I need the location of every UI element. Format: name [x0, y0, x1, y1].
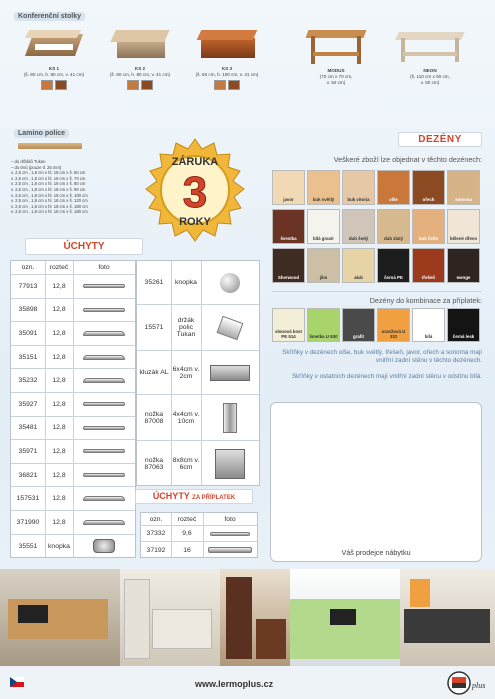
kombi-tile — [412, 308, 445, 342]
handle-photo — [73, 511, 135, 534]
swatch-label: švestka — [280, 236, 297, 241]
slider-photo — [201, 351, 259, 394]
uchyty-ozn: 35151 — [18, 353, 38, 361]
pripl-row — [141, 526, 257, 542]
right-desc: knopka — [175, 279, 197, 286]
dezeny-subtitle: Veškeré zboží lze objednat v těchto dezénech: — [333, 155, 482, 164]
lamino-title: Lamino police — [14, 129, 69, 138]
swatch-tile — [307, 248, 340, 283]
handle-icon — [83, 473, 125, 477]
dezeny-note-2: Skříňky v ostatních dezénech mají vnitřní zadní stěnu v odstínu bílá. — [291, 373, 482, 380]
lamino-line: – do trnů (pouze tl. 25 mm) — [11, 164, 62, 170]
lamino-line: v. 2,5 cm , 1,8 cm x hl. 18 cm x š. 60 cm — [11, 170, 86, 176]
pripl-header-ozn: ozn. — [149, 515, 163, 523]
right-row — [137, 441, 259, 487]
uchyty-ozn: 36821 — [18, 471, 38, 479]
lamino-line: v. 2,5 cm , 1,8 cm x hl. 18 cm x š. 120 cm — [11, 198, 88, 204]
grid-line — [45, 261, 46, 557]
uchyty-ozn: 371990 — [16, 518, 40, 526]
handle-icon — [83, 520, 125, 525]
pripl-roztec: 9,6 — [182, 530, 192, 537]
right-desc: držák polic Tukan — [176, 317, 196, 338]
right-desc: 6x4cm v. 2cm — [172, 365, 200, 380]
swatch-label: Sherwood — [277, 275, 300, 280]
badge-bottom: ROKY — [179, 216, 211, 228]
pripl-title-main: ÚCHYTY — [152, 491, 190, 501]
right-row — [137, 305, 259, 351]
table-ks1: KS 1 (š. 80 cm, h. 80 cm, v. 41 cm) — [18, 20, 90, 92]
swatch-tile — [272, 170, 305, 205]
swatch-tile — [447, 209, 480, 244]
uchyty-ozn: 35091 — [18, 329, 38, 337]
right-desc: 4x4cm v. 10cm — [172, 410, 200, 425]
handle-photo — [73, 440, 135, 463]
swatch-label: olše — [389, 197, 398, 202]
grid-line — [171, 261, 172, 485]
svg-text:plus: plus — [472, 681, 486, 690]
uchyty-ozn: 77913 — [18, 282, 38, 290]
lamino-line: v. 2,5 cm , 1,8 cm x hl. 18 cm x š. 70 cm — [11, 175, 86, 181]
table-modus: MODUS (70 cm x 70 cm, v. 50 cm) — [298, 20, 374, 86]
uchyty-ozn: 35971 — [18, 447, 38, 455]
kombi-label: oranžová U 332 — [381, 329, 406, 339]
right-ozn: 15571 — [144, 324, 164, 331]
handle-photo — [73, 487, 135, 510]
table-neon: NEON (š. 110 cm x 60 cm, v. 50 cm) — [388, 20, 472, 86]
shelf-image — [18, 143, 82, 149]
right-ozn: kluzák AL — [139, 369, 169, 376]
swatch-label: dub zlatý — [383, 236, 404, 241]
handle-photo — [73, 417, 135, 440]
swatch-tile — [377, 170, 410, 205]
uchyty-roztec: knopka — [48, 542, 70, 550]
handle-icon — [83, 308, 125, 312]
grid-line — [201, 261, 202, 485]
kombi-tile — [342, 308, 375, 342]
lamino-line: v. 2,5 cm , 1,8 cm x hl. 18 cm x š. 180 cm — [11, 203, 88, 209]
kombi-label: bílá — [424, 334, 433, 339]
uchyty-roztec: 12,8 — [52, 306, 66, 314]
swatch-tile — [377, 209, 410, 244]
divider — [272, 291, 482, 292]
uchyty-roztec: 12,8 — [52, 329, 66, 337]
leg-photo — [201, 395, 259, 440]
uchyty-ozn: 35481 — [18, 424, 38, 432]
swatch-tile — [447, 248, 480, 283]
handle-photo — [73, 369, 135, 392]
handle-icon — [83, 378, 125, 383]
pripl-table — [140, 512, 258, 558]
grid-line — [73, 261, 74, 557]
handle-photo — [73, 299, 135, 322]
pripl-title-small: ZA PŘÍPLATEK — [192, 495, 236, 501]
knob-photo — [201, 261, 259, 304]
table-ks3: KS 3 (š. 60 cm, h. 100 cm, v. 41 cm) — [190, 20, 264, 92]
swatch-label: buk světlý — [312, 197, 335, 202]
handle-icon — [83, 331, 125, 336]
swatch-label: dub šedý — [348, 236, 369, 241]
header-foto: foto — [98, 264, 110, 271]
kombi-tile — [307, 308, 340, 342]
swatch-tile — [412, 170, 445, 205]
swatch-label: buk čeňo — [418, 236, 439, 241]
warranty-badge — [140, 137, 250, 247]
kombi-tile — [447, 308, 480, 342]
handle-photo — [73, 535, 135, 559]
swatch-tile — [342, 170, 375, 205]
handle-photo — [203, 526, 257, 541]
right-ozn: nožka 87008 — [144, 410, 164, 425]
handle-icon — [83, 284, 125, 288]
handle-icon — [83, 449, 125, 453]
uchyty-roztec: 12,8 — [52, 518, 66, 526]
dealer-box — [270, 402, 482, 562]
dezeny-note-1: Skříňky v dezénech olše, buk světlý, třešeň, javor, ořech a sonoma mají vnitřní zadní stěnu v těchto dezénech. — [282, 349, 482, 364]
leg-photo — [201, 441, 259, 487]
right-desc: 8x8cm v. 6cm — [172, 457, 200, 471]
lermo-logo — [446, 670, 486, 696]
uchyty-table — [10, 260, 136, 558]
kombi-label: slonová kost PE 514 — [275, 329, 302, 339]
swatch-label: wenge — [456, 275, 471, 280]
pripl-row — [141, 542, 257, 558]
handle-icon — [83, 426, 125, 430]
lamino-line: v. 2,5 cm , 1,8 cm x hl. 18 cm x š. 90 cm — [11, 186, 86, 192]
swatch-label: akát — [354, 275, 363, 280]
right-row — [137, 261, 259, 305]
tukan-photo — [201, 305, 259, 350]
uchyty-ozn: 157531 — [16, 495, 40, 503]
pripl-header-roztec: rozteč — [177, 515, 197, 523]
swatch-label: bělené dřevo — [449, 236, 478, 241]
lamino-list — [11, 159, 121, 215]
right-ozn: 35261 — [144, 279, 164, 286]
header-ozn: ozn. — [21, 264, 35, 271]
dezeny-title: DEZÉNY — [398, 132, 482, 147]
swatch-label: třešeň — [421, 275, 436, 280]
swatch-tile — [272, 248, 305, 283]
kombi-tile — [377, 308, 410, 342]
swatch-tile — [412, 248, 445, 283]
header-roztec: rozteč — [49, 264, 69, 271]
uchyty-ozn: 35927 — [18, 400, 38, 408]
room-photo — [400, 569, 495, 666]
pripl-header-foto: foto — [224, 515, 236, 523]
czech-flag-icon — [10, 677, 24, 687]
pripl-header — [141, 513, 257, 526]
kombi-label: grafit — [353, 334, 364, 339]
lamino-line: v. 2,5 cm , 1,8 cm x hl. 18 cm x š. 180 cm — [11, 209, 88, 215]
dealer-caption: Váš prodejce nábytku — [341, 548, 411, 557]
pripl-title — [135, 489, 253, 504]
pripl-ozn: 37192 — [146, 546, 166, 554]
swatch-tile — [412, 209, 445, 244]
kombi-label: limetka U 630 — [309, 334, 338, 339]
kombi-subtitle: Dezény do kombinace za příplatek: — [369, 296, 482, 305]
lamino-line: v. 2,5 cm , 1,8 cm x hl. 18 cm x š. 100 cm — [11, 192, 88, 198]
uchyty-ozn: 35232 — [18, 377, 38, 385]
room-photo — [0, 569, 120, 666]
badge-top: ZÁRUKA — [171, 156, 219, 168]
right-row — [137, 351, 259, 395]
swatch-label: sonoma — [455, 197, 472, 202]
swatch-label: ořech — [422, 197, 435, 202]
table-ks2: KS 2 (š. 80 cm, h. 80 cm, v. 41 cm) — [104, 20, 176, 92]
swatch-label: jilm — [319, 275, 328, 280]
uchyty-right-table — [136, 260, 260, 486]
swatch-tile — [377, 248, 410, 283]
room-photo — [120, 569, 220, 666]
kombi-tile — [272, 308, 305, 342]
uchyty-title: ÚCHYTY — [25, 238, 143, 255]
handle-photo — [73, 346, 135, 369]
swatch-tile — [342, 209, 375, 244]
swatch-tile — [272, 209, 305, 244]
swatch-label: javor — [283, 197, 294, 202]
swatch-label: černá PE — [384, 275, 403, 280]
swatch-tile — [447, 170, 480, 205]
footer — [0, 667, 495, 699]
swatch-label: buk vitoria — [347, 197, 370, 202]
handle-icon — [83, 355, 125, 360]
uchyty-ozn: 35898 — [18, 306, 38, 314]
uchyty-roztec: 12,8 — [52, 447, 66, 455]
swatch-label: bílá gravír — [313, 236, 334, 241]
website-link[interactable]: www.lermoplus.cz — [195, 679, 274, 689]
uchyty-roztec: 12,8 — [52, 377, 66, 385]
room-photo — [220, 569, 290, 666]
uchyty-roztec: 12,8 — [52, 353, 66, 361]
lamino-line: v. 2,5 cm , 1,8 cm x hl. 18 cm x š. 80 cm — [11, 181, 86, 187]
handle-photo — [73, 464, 135, 487]
grid-line — [171, 513, 172, 557]
uchyty-roztec: 12,8 — [52, 424, 66, 432]
right-row — [137, 395, 259, 441]
pripl-roztec: 16 — [183, 546, 191, 554]
swatch-tile — [307, 209, 340, 244]
handle-photo — [73, 393, 135, 416]
handle-photo — [73, 275, 135, 298]
swatch-tile — [307, 170, 340, 205]
room-photo — [290, 569, 400, 666]
uchyty-roztec: 12,8 — [52, 400, 66, 408]
konferencni-title: Konferenční stolky — [14, 12, 85, 21]
badge-number: 3 — [182, 168, 208, 217]
lamino-line: – do držáků Tukan — [11, 159, 46, 164]
handle-icon — [93, 539, 115, 553]
uchyty-roztec: 12,8 — [52, 495, 66, 503]
right-ozn: nožka 87063 — [144, 457, 164, 471]
grid-line — [203, 513, 204, 557]
uchyty-roztec: 12,8 — [52, 282, 66, 290]
swatch-tile — [342, 248, 375, 283]
handle-icon — [83, 402, 125, 406]
uchyty-roztec: 12,8 — [52, 471, 66, 479]
handle-icon — [83, 496, 125, 501]
kombi-label: černá lesk — [452, 334, 475, 339]
handle-photo — [73, 322, 135, 345]
pripl-ozn: 37332 — [146, 530, 166, 537]
handle-photo — [203, 542, 257, 558]
uchyty-ozn: 35551 — [18, 542, 38, 550]
